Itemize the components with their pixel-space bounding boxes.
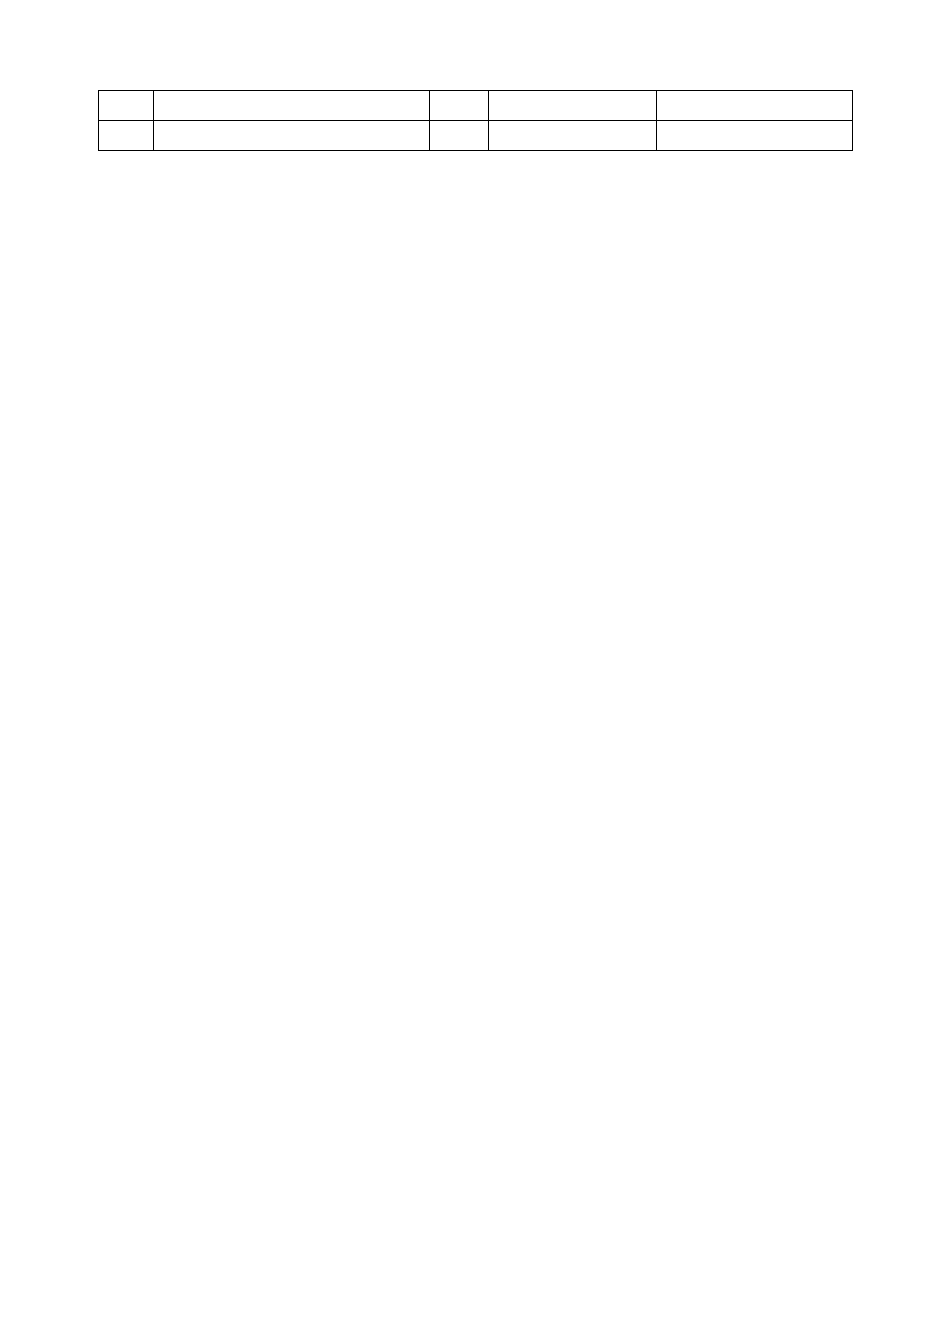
row-guaranteed (657, 121, 853, 151)
row-name (154, 121, 430, 151)
header-name (154, 91, 430, 121)
table-row (99, 121, 853, 151)
header-required (489, 91, 657, 121)
header-no (99, 91, 154, 121)
spec-table (98, 90, 853, 151)
header-unit (430, 91, 489, 121)
row-required (489, 121, 657, 151)
spec-table-body (99, 91, 853, 151)
table-header-row (99, 91, 853, 121)
row-unit (430, 121, 489, 151)
row-no (99, 121, 154, 151)
header-guaranteed (657, 91, 853, 121)
